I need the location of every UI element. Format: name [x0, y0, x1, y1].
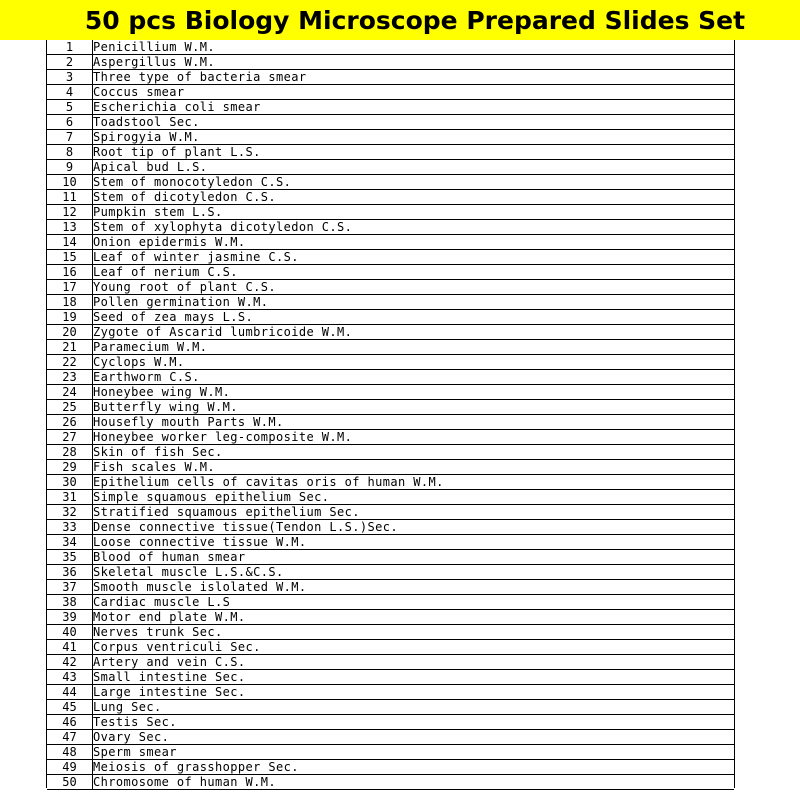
table-row	[47, 685, 734, 700]
slide-number: 8	[47, 145, 93, 160]
slide-number: 27	[47, 430, 93, 445]
slide-number: 46	[47, 715, 93, 730]
slide-name: Seed of zea mays L.S.	[93, 310, 735, 325]
slide-number: 17	[47, 280, 93, 295]
slide-number: 23	[47, 370, 93, 385]
table-row	[47, 700, 734, 715]
table-row	[47, 220, 734, 235]
title-banner	[0, 0, 800, 40]
slide-name: Large intestine Sec.	[93, 685, 735, 700]
slide-number: 20	[47, 325, 93, 340]
slide-number: 15	[47, 250, 93, 265]
slide-name: Simple squamous epithelium Sec.	[93, 490, 735, 505]
slide-number: 21	[47, 340, 93, 355]
slide-number: 2	[47, 55, 93, 70]
table-row	[47, 115, 734, 130]
slide-number: 26	[47, 415, 93, 430]
table-row	[47, 100, 734, 115]
slide-name: Cardiac muscle L.S	[93, 595, 735, 610]
slide-name: Motor end plate W.M.	[93, 610, 735, 625]
table-row	[47, 505, 734, 520]
slide-number: 9	[47, 160, 93, 175]
slide-name: Zygote of Ascarid lumbricoide W.M.	[93, 325, 735, 340]
slide-name: Sperm smear	[93, 745, 735, 760]
slide-name: Lung Sec.	[93, 700, 735, 715]
slide-name: Onion epidermis W.M.	[93, 235, 735, 250]
slides-table-body	[47, 40, 734, 790]
table-row	[47, 160, 734, 175]
table-row	[47, 490, 734, 505]
table-row	[47, 625, 734, 640]
slide-name: Ovary Sec.	[93, 730, 735, 745]
slide-name: Skin of fish Sec.	[93, 445, 735, 460]
slide-number: 14	[47, 235, 93, 250]
table-row	[47, 235, 734, 250]
slide-name: Aspergillus W.M.	[93, 55, 735, 70]
slide-name: Nerves trunk Sec.	[93, 625, 735, 640]
table-row	[47, 70, 734, 85]
table-row	[47, 610, 734, 625]
table-row	[47, 175, 734, 190]
slide-number: 6	[47, 115, 93, 130]
slide-name: Smooth muscle islolated W.M.	[93, 580, 735, 595]
slide-name: Testis Sec.	[93, 715, 735, 730]
table-row	[47, 130, 734, 145]
slide-name: Stem of xylophyta dicotyledon C.S.	[93, 220, 735, 235]
slide-number: 47	[47, 730, 93, 745]
table-row	[47, 85, 734, 100]
table-row	[47, 595, 734, 610]
table-row	[47, 640, 734, 655]
slide-number: 1	[47, 40, 93, 55]
slide-number: 11	[47, 190, 93, 205]
slide-name: Honeybee worker leg-composite W.M.	[93, 430, 735, 445]
slide-name: Artery and vein C.S.	[93, 655, 735, 670]
slide-number: 25	[47, 400, 93, 415]
slide-name: Small intestine Sec.	[93, 670, 735, 685]
slide-number: 10	[47, 175, 93, 190]
slide-name: Dense connective tissue(Tendon L.S.)Sec.	[93, 520, 735, 535]
slide-name: Stem of dicotyledon C.S.	[93, 190, 735, 205]
table-row	[47, 310, 734, 325]
table-row	[47, 745, 734, 760]
slide-name: Paramecium W.M.	[93, 340, 735, 355]
slide-number: 24	[47, 385, 93, 400]
slide-number: 49	[47, 760, 93, 775]
table-row	[47, 355, 734, 370]
table-row	[47, 280, 734, 295]
slide-number: 35	[47, 550, 93, 565]
slide-number: 50	[47, 775, 93, 790]
slide-number: 37	[47, 580, 93, 595]
table-row	[47, 475, 734, 490]
table-row	[47, 580, 734, 595]
slide-name: Root tip of plant L.S.	[93, 145, 735, 160]
slide-name: Toadstool Sec.	[93, 115, 735, 130]
slide-number: 44	[47, 685, 93, 700]
slides-table-container	[46, 40, 735, 788]
table-row	[47, 430, 734, 445]
table-row	[47, 295, 734, 310]
slide-name: Butterfly wing W.M.	[93, 400, 735, 415]
slide-name: Blood of human smear	[93, 550, 735, 565]
slide-name: Pollen germination W.M.	[93, 295, 735, 310]
slide-number: 3	[47, 70, 93, 85]
slide-name: Stratified squamous epithelium Sec.	[93, 505, 735, 520]
slides-table	[47, 40, 734, 790]
slide-number: 39	[47, 610, 93, 625]
slide-number: 28	[47, 445, 93, 460]
slide-number: 30	[47, 475, 93, 490]
slide-name: Spirogyia W.M.	[93, 130, 735, 145]
table-row	[47, 415, 734, 430]
slide-name: Young root of plant C.S.	[93, 280, 735, 295]
slide-number: 36	[47, 565, 93, 580]
slide-number: 45	[47, 700, 93, 715]
slide-name: Coccus smear	[93, 85, 735, 100]
slide-number: 29	[47, 460, 93, 475]
slide-number: 38	[47, 595, 93, 610]
slide-name: Penicillium W.M.	[93, 40, 735, 55]
slide-name: Chromosome of human W.M.	[93, 775, 735, 790]
slide-name: Meiosis of grasshopper Sec.	[93, 760, 735, 775]
slide-number: 12	[47, 205, 93, 220]
table-row	[47, 670, 734, 685]
slide-number: 16	[47, 265, 93, 280]
table-row	[47, 655, 734, 670]
slide-number: 34	[47, 535, 93, 550]
slide-name: Three type of bacteria smear	[93, 70, 735, 85]
slide-name: Corpus ventriculi Sec.	[93, 640, 735, 655]
table-row	[47, 190, 734, 205]
slide-number: 48	[47, 745, 93, 760]
slide-name: Escherichia coli smear	[93, 100, 735, 115]
table-row	[47, 775, 734, 790]
table-row	[47, 535, 734, 550]
slide-name: Pumpkin stem L.S.	[93, 205, 735, 220]
slide-number: 33	[47, 520, 93, 535]
slide-name: Skeletal muscle L.S.&C.S.	[93, 565, 735, 580]
table-row	[47, 145, 734, 160]
table-row	[47, 460, 734, 475]
slide-number: 41	[47, 640, 93, 655]
page-title: 50 pcs Biology Microscope Prepared Slides Set	[84, 5, 746, 35]
table-row	[47, 400, 734, 415]
slide-name: Leaf of winter jasmine C.S.	[93, 250, 735, 265]
table-row	[47, 205, 734, 220]
slide-name: Fish scales W.M.	[93, 460, 735, 475]
slide-number: 22	[47, 355, 93, 370]
table-row	[47, 520, 734, 535]
table-row	[47, 550, 734, 565]
table-row	[47, 715, 734, 730]
slide-number: 7	[47, 130, 93, 145]
slide-number: 4	[47, 85, 93, 100]
table-row	[47, 445, 734, 460]
slide-name: Housefly mouth Parts W.M.	[93, 415, 735, 430]
table-row	[47, 760, 734, 775]
slide-number: 42	[47, 655, 93, 670]
slide-number: 18	[47, 295, 93, 310]
table-row	[47, 730, 734, 745]
table-row	[47, 370, 734, 385]
slide-name: Honeybee wing W.M.	[93, 385, 735, 400]
table-row	[47, 40, 734, 55]
table-row	[47, 265, 734, 280]
slide-name: Stem of monocotyledon C.S.	[93, 175, 735, 190]
slide-name: Earthworm C.S.	[93, 370, 735, 385]
table-row	[47, 385, 734, 400]
slide-name: Cyclops W.M.	[93, 355, 735, 370]
table-row	[47, 250, 734, 265]
table-row	[47, 340, 734, 355]
table-row	[47, 55, 734, 70]
slide-number: 13	[47, 220, 93, 235]
slide-name: Epithelium cells of cavitas oris of human W.M.	[93, 475, 735, 490]
slide-name: Loose connective tissue W.M.	[93, 535, 735, 550]
table-row	[47, 565, 734, 580]
slide-number: 31	[47, 490, 93, 505]
slide-number: 19	[47, 310, 93, 325]
slide-number: 5	[47, 100, 93, 115]
slide-number: 43	[47, 670, 93, 685]
slide-number: 40	[47, 625, 93, 640]
slide-name: Apical bud L.S.	[93, 160, 735, 175]
slide-name: Leaf of nerium C.S.	[93, 265, 735, 280]
table-row	[47, 325, 734, 340]
slide-number: 32	[47, 505, 93, 520]
